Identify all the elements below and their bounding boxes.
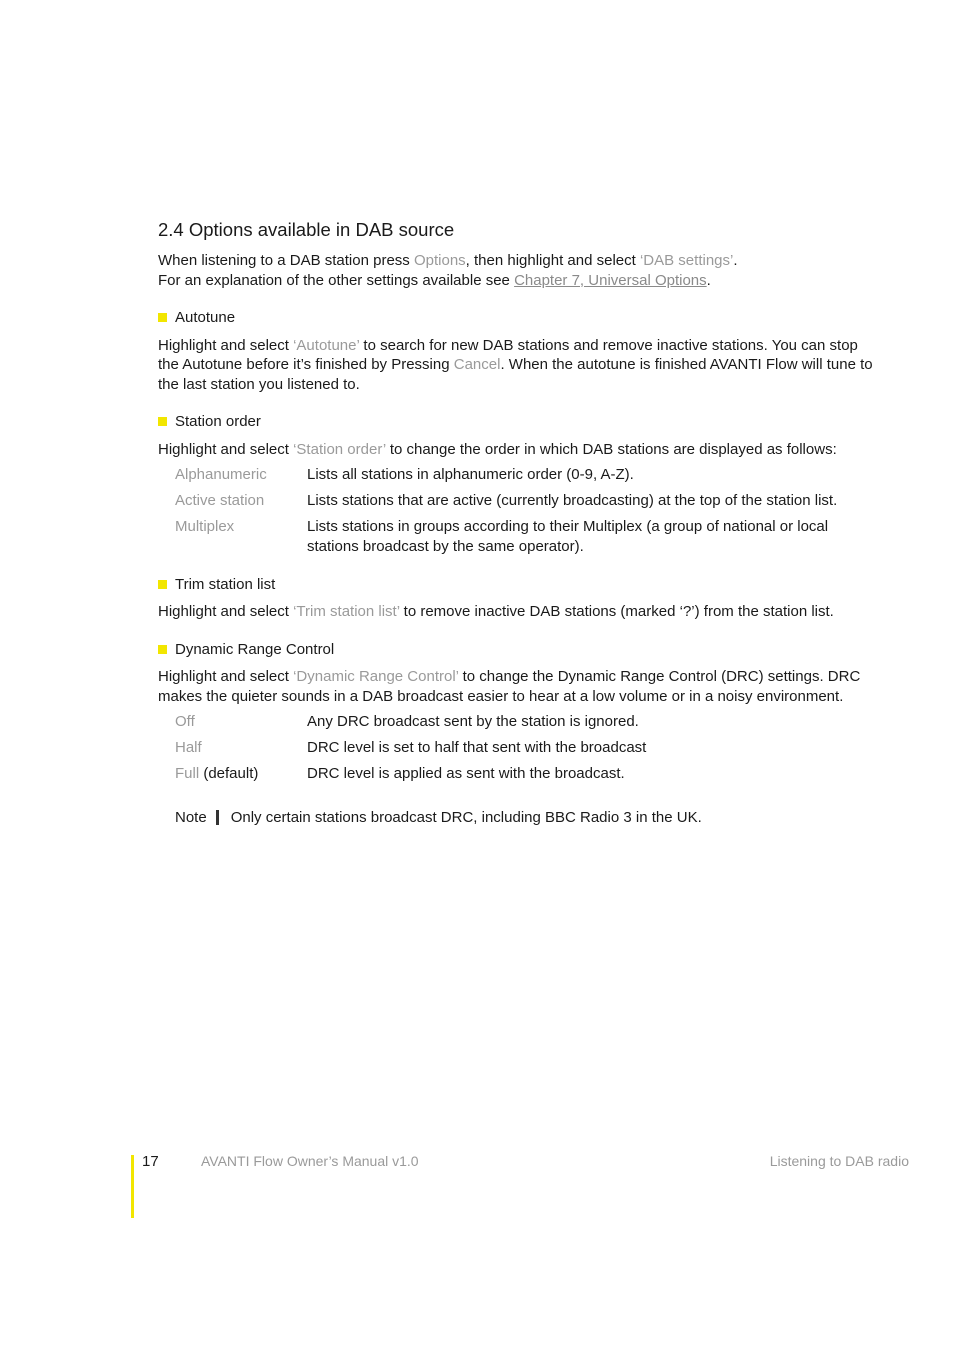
intro-text: , then highlight and select [465,252,640,269]
station-order-term: ‘Station order’ [293,440,386,458]
page-number: 17 [142,1153,159,1170]
note-text: Only certain stations broadcast DRC, including BBC Radio 3 in the UK. [230,809,702,826]
footer-manual-title: AVANTI Flow Owner’s Manual v1.0 [201,1153,419,1169]
chapter-7-link[interactable]: Chapter 7, Universal Options [514,271,707,289]
note-label: Note [175,810,219,825]
option-desc: Lists stations in groups according to their Multiplex (a group of national or local stations broadcast by the same operator). [307,518,829,555]
trim-heading-label: Trim station list [175,575,276,593]
option-key [175,764,307,790]
note [175,808,878,828]
yellow-square-icon [158,645,167,654]
body-text: Highlight and select [158,440,294,458]
section-title: 2.4 Options available in DAB source [158,219,455,240]
option-key-label: Off [175,713,195,730]
drc-heading [158,640,878,660]
option-row [175,764,646,790]
intro-text: . [733,252,738,269]
body-text: to search for new DAB stations and remove inactive stations. You can stop the Autotune before it’s finished by Pressing [158,336,858,373]
footer-accent-bar [131,1155,134,1218]
body-text: Highlight and select [158,603,294,620]
station-order-heading [158,412,878,432]
cancel-term: Cancel [453,356,501,373]
trim-term: ‘Trim station list’ [293,603,400,620]
footer-chapter-title: Listening to DAB radio [769,1153,909,1169]
intro-paragraph [158,251,878,290]
option-desc: DRC level is set to half that sent with the broadcast [307,739,647,756]
drc-heading-label: Dynamic Range Control [175,640,335,658]
body-text: Highlight and select [158,336,294,354]
autotune-term: ‘Autotune’ [293,336,360,354]
yellow-square-icon [158,313,167,322]
yellow-square-icon [158,580,167,589]
option-key [175,712,307,738]
option-key: Alphanumeric [175,466,267,483]
dab-settings-term: ‘DAB settings’ [639,252,734,269]
option-key: Active station [175,492,265,509]
body-text: . When the autotune is finished AVANTI Flow will tune to the last station you listened to. [158,356,873,393]
option-desc: Lists stations that are active (currently broadcasting) at the top of the station list. [307,492,838,509]
option-desc: DRC level is applied as sent with the broadcast. [307,765,625,782]
option-desc: Any DRC broadcast sent by the station is ignored. [307,713,639,730]
intro-text: For an explanation of the other settings available see [158,271,515,289]
station-order-paragraph [158,440,878,460]
intro-text: When listening to a DAB station press [158,252,414,269]
station-order-options [175,465,878,563]
options-term: Options [413,252,466,269]
autotune-heading-label: Autotune [175,309,236,326]
trim-heading [158,575,878,595]
option-key: Multiplex [175,518,235,535]
option-row [175,517,878,563]
option-row [175,712,646,738]
option-desc: Lists all stations in alphanumeric order (0-9, A-Z). [307,466,634,483]
option-key [175,738,307,764]
body-text: to change the order in which DAB stations are displayed as follows: [385,440,837,458]
intro-text: . [706,271,711,289]
drc-term: ‘Dynamic Range Control’ [293,668,459,685]
page-content [158,218,878,828]
option-key-label: Half [175,739,202,756]
body-text: to change the Dynamic Range Control (DRC) settings. DRC makes the quieter sounds in a DAB broadcast easier to hear at a low volume or in a noisy environment. [158,668,861,705]
drc-paragraph [158,667,878,706]
option-row [175,465,878,491]
autotune-paragraph [158,336,878,395]
autotune-heading [158,308,878,328]
option-row [175,491,878,517]
yellow-square-icon [158,417,167,426]
body-text: to remove inactive DAB stations (marked ‘?’) from the station list. [399,603,834,620]
station-order-heading-label: Station order [175,413,261,430]
option-key-label: Full [175,765,200,782]
drc-options [175,712,646,790]
option-row [175,738,646,764]
option-key-suffix: (default) [199,765,259,782]
body-text: Highlight and select [158,668,294,685]
trim-paragraph [158,602,878,622]
